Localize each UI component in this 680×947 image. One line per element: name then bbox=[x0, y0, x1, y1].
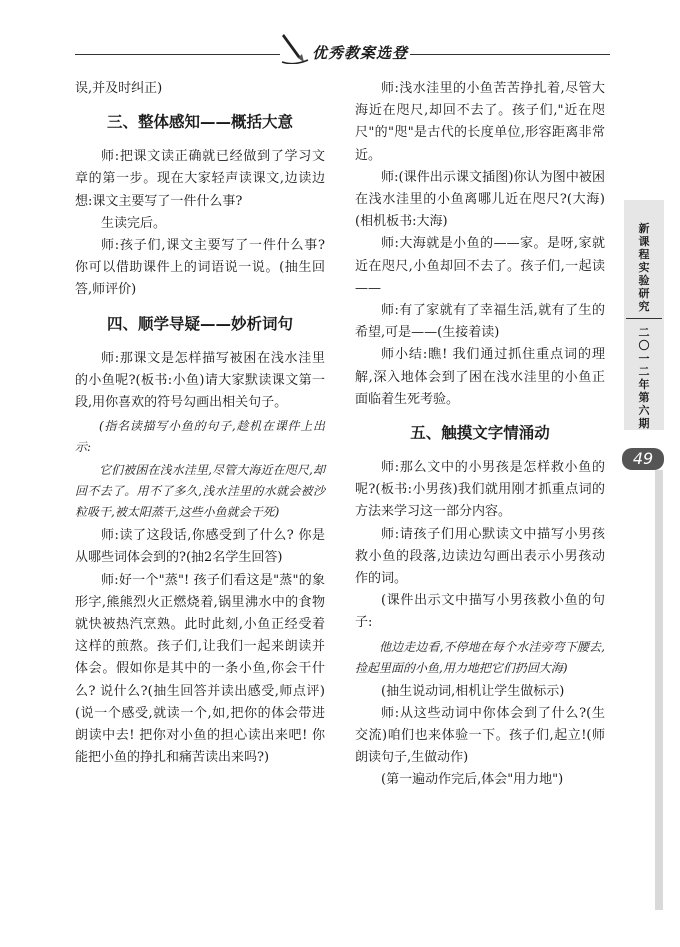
paragraph: (课件出示文中描写小男孩救小鱼的句子: bbox=[355, 593, 605, 631]
vertical-char: 验 bbox=[638, 274, 650, 287]
vertical-char: 二 bbox=[638, 326, 650, 339]
vertical-char: 究 bbox=[638, 300, 650, 313]
vertical-char: 程 bbox=[638, 248, 650, 261]
vertical-char: 〇 bbox=[638, 339, 650, 352]
left-column bbox=[75, 78, 325, 769]
vertical-char: 实 bbox=[638, 261, 650, 274]
quoted-passage: 他边走边看,不停地在每个水洼旁弯下腰去,捡起里面的小鱼,用力地把它们扔回大海) bbox=[355, 639, 605, 675]
paragraph: 师:好一个"蒸"! 孩子们看这是"蒸"的象形字,熊熊烈火正燃烧着,锅里沸水中的食物就快被热汽烹熟。此时此刻,小鱼正经受着这样的煎熬。孩子们,让我们一起来朗读并体会。假如你是其中的一条小鱼,你会干什么? 说什么?(抽生回答并读出感受,师点评)(说一个感受,就读一个,如,把你的体会带进朗读中去! 把你对小鱼的担心读出来吧! 你能把小鱼的挣扎和痛苦读出来吗?) bbox=[75, 572, 325, 766]
paragraph: 师:从这些动词中你体会到了什么?(生交流)咱们也来体验一下。孩子们,起立!(师朗读句子,生做动作) bbox=[355, 705, 605, 766]
vertical-char: 期 bbox=[638, 417, 650, 430]
vertical-char: 六 bbox=[638, 404, 650, 417]
quoted-passage: 它们被困在浅水洼里,尽管大海近在咫尺,却回不去了。用不了多久,浅水洼里的水就会被沙粒吸干,被太阳蒸干,这些小鱼就会干死) bbox=[75, 463, 325, 520]
sidebar-bar bbox=[655, 470, 663, 910]
vertical-char: 年 bbox=[638, 378, 650, 391]
paragraph: (抽生说动词,相机让学生做标示) bbox=[381, 683, 565, 699]
vertical-char: 课 bbox=[638, 235, 650, 248]
paragraph: 师:那么文中的小男孩是怎样救小鱼的呢?(板书:小男孩)我们就用刚才抓重点词的方法来学习这一部分内容。 bbox=[355, 460, 605, 520]
paragraph: 师:(课件出示课文插图)你认为图中被困在浅水洼里的小鱼离哪儿近在咫尺?(大海)(相机板书:大海) bbox=[355, 169, 605, 230]
journal-name-vertical bbox=[632, 222, 656, 313]
vertical-char: 二 bbox=[638, 365, 650, 378]
issue-date-vertical bbox=[632, 326, 656, 430]
vertical-char: 一 bbox=[638, 352, 650, 365]
vertical-char: 研 bbox=[638, 287, 650, 300]
paragraph: 误,并及时纠正) bbox=[75, 81, 163, 96]
page-number: 49 bbox=[622, 448, 664, 470]
paragraph: 师:浅水洼里的小鱼苦苦挣扎着,尽管大海近在咫尺,却回不去了。孩子们,"近在咫尺"的"咫"是古代的长度单位,形容距离非常近。 bbox=[355, 81, 605, 163]
paragraph: (第一遍动作完后,体会"用力地") bbox=[381, 772, 564, 788]
header-title: 优秀教案选登 bbox=[312, 44, 409, 62]
paragraph: 生读完后。 bbox=[101, 215, 167, 231]
paragraph: 师小结:瞧! 我们通过抓住重点词的理解,深入地体会到了困在浅水洼里的小鱼正面临着生死考验。 bbox=[355, 347, 605, 407]
pen-icon bbox=[280, 32, 310, 64]
section-heading: 五、触摸文字情涌动 bbox=[410, 424, 550, 443]
quoted-passage: (指名读描写小鱼的句子,趁机在课件上出示: bbox=[75, 419, 325, 455]
vertical-char: 第 bbox=[638, 391, 650, 404]
section-heading: 四、顺学导疑——妙析词句 bbox=[106, 314, 293, 333]
right-column bbox=[355, 78, 605, 792]
running-header bbox=[0, 30, 680, 70]
vertical-char: 新 bbox=[638, 222, 650, 235]
paragraph: 师:读了这段话,你感受到了什么? 你是从哪些词体会到的?(抽2名学生回答) bbox=[75, 528, 325, 566]
sidebar-rule bbox=[626, 318, 662, 319]
paragraph: 师:请孩子们用心默读文中描写小男孩救小鱼的段落,边读边勾画出表示小男孩动作的词。 bbox=[355, 526, 605, 587]
paragraph: 师:把课文读正确就已经做到了学习文章的第一步。现在大家轻声读课文,边读边想:课文主要写了一件什么事? bbox=[75, 149, 325, 209]
header-rule-right bbox=[410, 54, 610, 55]
header-rule-left bbox=[75, 54, 280, 55]
paragraph: 师:那课文是怎样描写被困在浅水洼里的小鱼呢?(板书:小鱼)请大家默读课文第一段,用你喜欢的符号勾画出相关句子。 bbox=[75, 350, 325, 411]
paragraph: 师:孩子们,课文主要写了一件什么事? 你可以借助课件上的词语说一说。(抽生回答,师评价) bbox=[75, 238, 325, 298]
paragraph: 师:大海就是小鱼的——家。是呀,家就近在咫尺,小鱼却回不去了。孩子们,一起读—— bbox=[355, 236, 605, 296]
paragraph: 师:有了家就有了幸福生活,就有了生的希望,可是——(生接着读) bbox=[355, 303, 605, 341]
section-heading: 三、整体感知——概括大意 bbox=[106, 113, 293, 132]
